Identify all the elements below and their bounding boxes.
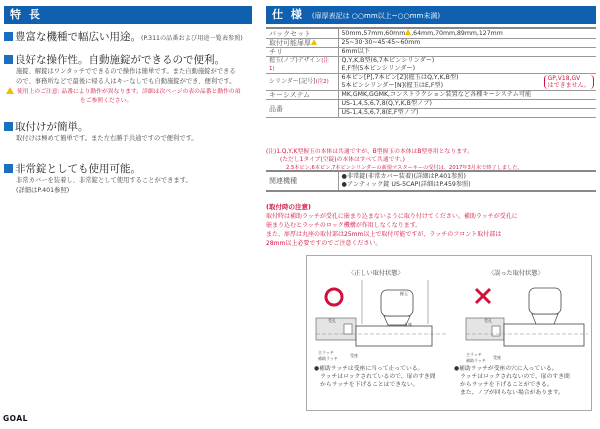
feature-item-3: 取付けが簡単。 取付けは極めて簡単です。また左右勝手共通ですので便利です。 — [4, 120, 294, 144]
label-main-latch: 主ラッチ — [318, 350, 334, 355]
usage-warning: 使用上のご注意: 品番により動作が異なります。詳細は次ページの表の品番と動作の項 をご参照ください。 — [4, 87, 294, 106]
feature-body: 非常カバーを装着し、非常錠として使用することができます。 (詳細はP.401参照) — [16, 177, 192, 194]
spec-subheader: (扉厚表記は ○○mm以上~○○mm未満) — [311, 12, 441, 20]
table-row: 取付可能扉厚 25~30·30~45·45~60mm — [266, 39, 596, 48]
brand-logo: GOAL — [3, 414, 28, 423]
warning-triangle-icon — [6, 87, 14, 94]
label-rose: 丸座 — [404, 322, 412, 327]
feature-item-4: 非常錠としても使用可能。 非常カバーを装着し、非常錠として使用することができます。 (詳細はP.401参照) — [4, 162, 294, 196]
label-hole: 受孔 — [328, 318, 336, 323]
lock-diagrams — [306, 280, 592, 355]
bullet-square-icon — [4, 55, 13, 64]
warning-triangle-icon — [311, 39, 317, 45]
feature-body: 施錠、解錠はワンタッチでできるので操作は簡単です。また自動施錠ができる ので、事務所などで最後に帰る人はキーなしでも自動施錠ができ、便利です。 — [16, 68, 236, 85]
install-caution: (取付時の注意) 取付時は補助ラッチが受孔に嵌まり込まないように取り付けてください。補助ラッチが受孔に 嵌まり込むとラッチのロック機構が作用しなくなります。 また、扉厚は丸座の取付部は25mm以上で取付可能ですが、ラッチのフロント取付部は 28mm以上必要ですのでご注意ください。 — [266, 203, 518, 247]
bullet-square-icon — [4, 164, 13, 173]
feature-body: 取付けは極めて簡単です。また左右勝手共通ですので便利です。 — [16, 135, 198, 142]
spec-table — [266, 27, 596, 118]
wrong-mark-icon — [476, 289, 490, 303]
label-strike: 受座 — [350, 353, 358, 358]
correct-mark-icon — [326, 289, 342, 305]
wrong-caption: 〈誤った取付状態〉 — [488, 270, 544, 277]
correct-caption: 〈正しい取付状態〉 — [348, 270, 404, 277]
features-header: 特 長 — [4, 6, 252, 24]
table-row: バックセット 50mm,57mm,60mm ,64mm,70mm,89mm,127mm — [266, 28, 596, 39]
table-row: チリ 6mm以下 — [266, 48, 596, 57]
label-aux-latch: 補助ラッチ — [466, 358, 486, 363]
feature-item-1: 豊富な機種で幅広い用途。(P.311の品番および用途一覧表参照) — [4, 30, 294, 46]
related-models-table — [266, 170, 596, 192]
label-hole: 受孔 — [484, 318, 492, 323]
label-strike: 受座 — [493, 355, 501, 360]
table-row: 関連機種 ●非常錠(非常カバー装着)(詳細はP.401参照) ●アンティック錠 US-5CAP(詳細はP.459参照) — [266, 171, 596, 191]
label-knob: 握玉 — [400, 291, 408, 296]
table-row: キーシステム MK,GMK,GGMK,コンストラクション装置など各種キーシステム可能 — [266, 91, 596, 100]
bullet-square-icon — [4, 122, 13, 131]
cylinder-aside-note: GP,V18,GV はできません。 — [544, 75, 594, 89]
bullet-square-icon — [4, 32, 13, 41]
wrong-description: ●補助ラッチが受座の穴に入っている。 ラッチはロックされないので、扉のすき間 からラッチを下げることができる。 また、ノブが回らない場合があります。 — [454, 366, 570, 396]
correct-description: ●補助ラッチは受座に当って止っている。 ラッチはロックされているので、扉のすき間 からラッチを下げることはできない。 — [314, 366, 436, 388]
table-row: 品番 US-1,4,5,6,7,8(Q,Y,K,B型ノブ) US-1,4,5,6,7,8(E,F型ノブ) — [266, 100, 596, 118]
spec-header: 仕 様 (扉厚表記は ○○mm以上~○○mm未満) — [266, 6, 596, 24]
feature-item-2: 良好な操作性。自動施錠ができるので便利。 施錠、解錠はワンタッチでできるので操作は簡単です。また自動施錠ができる ので、事務所などで最後に帰る人はキーなしでも自動施錠ができ、便利です。 使用上のご注意: 品番により動作が異なります。詳細は次ページの表の品番と動作の項 をご参照ください。 — [4, 53, 294, 106]
label-aux-latch: 補助ラッチ — [318, 356, 338, 361]
label-main-latch: 主ラッチ — [466, 352, 482, 357]
table-row: 握玉(ノブ)デザイン(注1) Q,Y,K,B型(6,7本ピンシリンダー) E,F型(5本ピンシリンダー) — [266, 57, 596, 74]
spec-notes: (注)1.Q,Y,K型握玉の本体は共通ですが、B型握玉の本体はB型専用となります。 (ただし1タイプ(空錠)の本体はすべて共通です。) 2.5本ピン,6本ピン,7本ピンシリンダーの新規マスターキーの受付は、2017年3月末で終了しました。 — [266, 149, 523, 171]
feature-ref: (P.311の品番および用途一覧表参照) — [141, 35, 243, 42]
table-row: シリンダー[記号](注2) 6本ピン[P],7本ピン[Z](握玉はQ,Y,K,B型) 5本ピンシリンダー[N](握玉はE,F型) GP,V18,GV はできません。 — [266, 74, 596, 91]
